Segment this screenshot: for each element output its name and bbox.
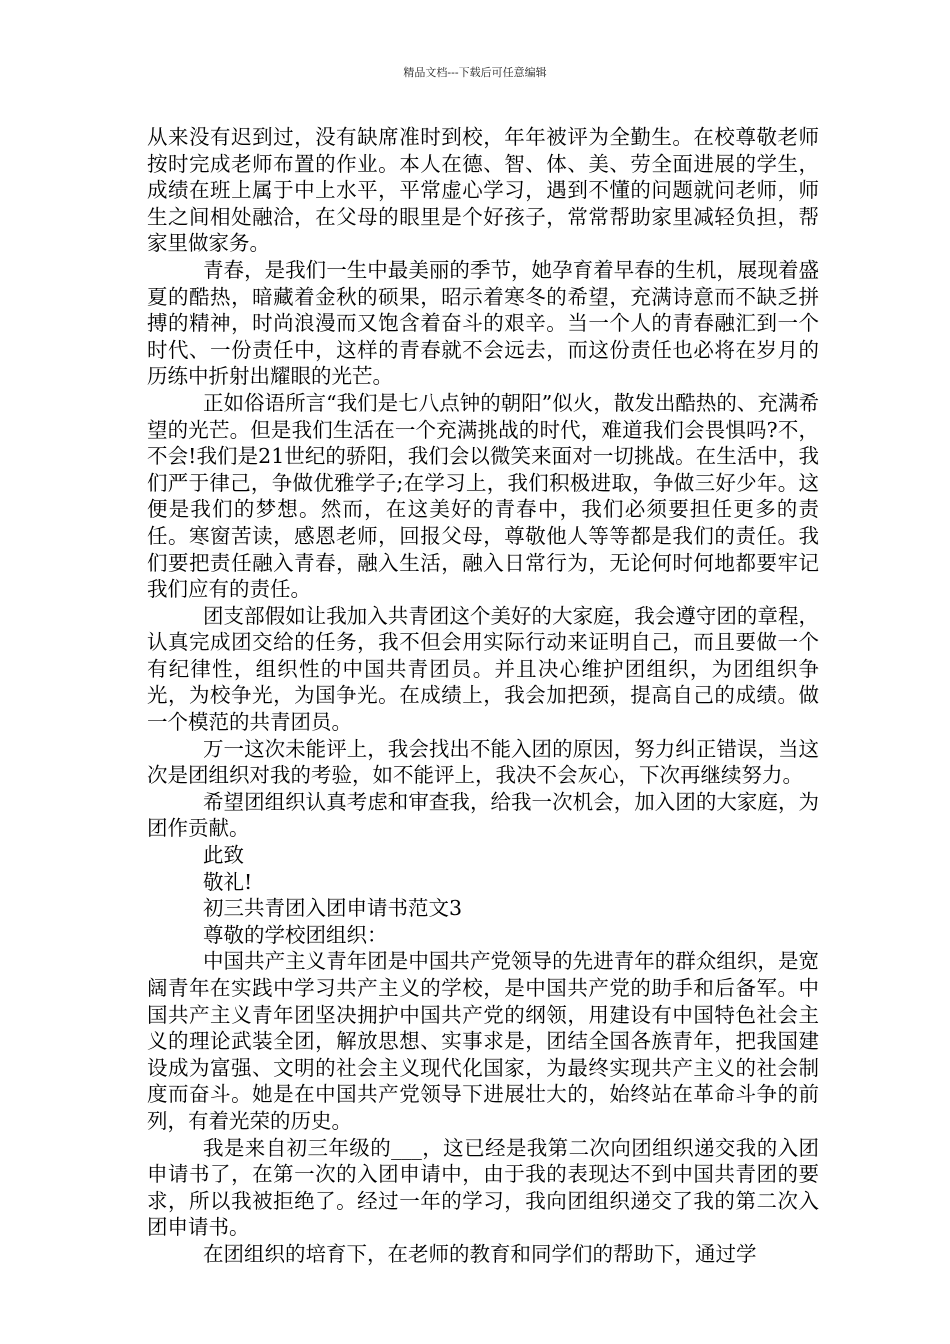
paragraph-second-application: 我是来自初三年级的___，这已经是我第二次向团组织递交我的入团申请书了，在第一次的入团申请中，由于我的表现达不到中国共青团的要求，所以我被拒绝了。经过一年的学习，我向团组织递交了我的第二次入团申请书。 — [147, 1135, 819, 1240]
page-header: 精品文档---下载后可任意编辑 — [403, 66, 547, 79]
letter-greeting: 尊敬的学校团组织： — [203, 922, 388, 947]
document-body — [147, 124, 819, 1268]
closing-regards: 敬礼! — [203, 869, 253, 894]
paragraph-morning-sun: 正如俗语所言“我们是七八点钟的朝阳”似火，散发出酷热的、充满希望的光芒。但是我们生活在一个充满挑战的时代，难道我们会畏惧吗?不，不会!我们是21世纪的骄阳，我们会以微笑来面对一切挑战。在生活中，我们严于律己，争做优雅学子;在学习上，我们积极进取，争做三好少年。这便是我们的梦想。然而，在这美好的青春中，我们必须要担任更多的责任。寒窗苦读，感恩老师，回报父母，尊敬他人等等都是我们的责任。我们要把责任融入青春，融入生活，融入日常行为，无论何时何地都要牢记我们应有的责任。 — [147, 390, 819, 602]
paragraph-league-intro: 中国共产主义青年团是中国共产党领导的先进青年的群众组织，是宽阔青年在实践中学习共产主义的学校，是中国共产党的助手和后备军。中国共产主义青年团坚决拥护中国共产党的纲领，用建设有中国特色社会主义的理论武装全团，解放思想、实事求是，团结全国各族青年，把我国建设成为富强、文明的社会主义现代化国家，为最终实现共产主义的社会制度而奋斗。她是在中国共产党领导下进展壮大的，始终站在革命斗争的前列，有着光荣的历史。 — [147, 949, 819, 1133]
paragraph-training: 在团组织的培育下，在老师的教育和同学们的帮助下，通过学 — [203, 1241, 757, 1266]
paragraph-youth: 青春，是我们一生中最美丽的季节，她孕育着早春的生机，展现着盛夏的酷热，暗藏着金秋的硕果，昭示着寒冬的希望，充满诗意而不缺乏拼搏的精神，时尚浪漫而又饱含着奋斗的艰辛。当一个人的青春融汇到一个时代、一份责任中，这样的青春就不会远去，而这份责任也必将在岁月的历练中折射出耀眼的光芒。 — [147, 257, 819, 389]
paragraph-attendance: 从来没有迟到过，没有缺席准时到校，年年被评为全勤生。在校尊敬老师按时完成老师布置的作业。本人在德、智、体、美、劳全面进展的学生，成绩在班上属于中上水平，平常虚心学习，遇到不懂的问题就问老师，师生之间相处融洽，在父母的眼里是个好孩子，常常帮助家里减轻负担，帮家里做家务。 — [147, 125, 819, 256]
section-title: 初三共青团入团申请书范文3 — [203, 896, 463, 921]
closing-salutation: 此致 — [203, 843, 244, 868]
paragraph-league-pledge: 团支部假如让我加入共青团这个美好的大家庭，我会遵守团的章程，认真完成团交给的任务，我不但会用实际行动来证明自己，而且要做一个有纪律性，组织性的中国共青团员。并且决心维护团组织，为团组织争光，为校争光，为国争光。在成绩上，我会加把颈，提高自己的成绩。做一个模范的共青团员。 — [147, 603, 819, 735]
paragraph-hope: 希望团组织认真考虑和审查我，给我一次机会，加入团的大家庭，为团作贡献。 — [147, 789, 819, 841]
paragraph-if-rejected: 万一这次未能评上，我会找出不能入团的原因，努力纠正错误，当这次是团组织对我的考验，如不能评上，我决不会灰心，下次再继续努力。 — [147, 736, 819, 788]
